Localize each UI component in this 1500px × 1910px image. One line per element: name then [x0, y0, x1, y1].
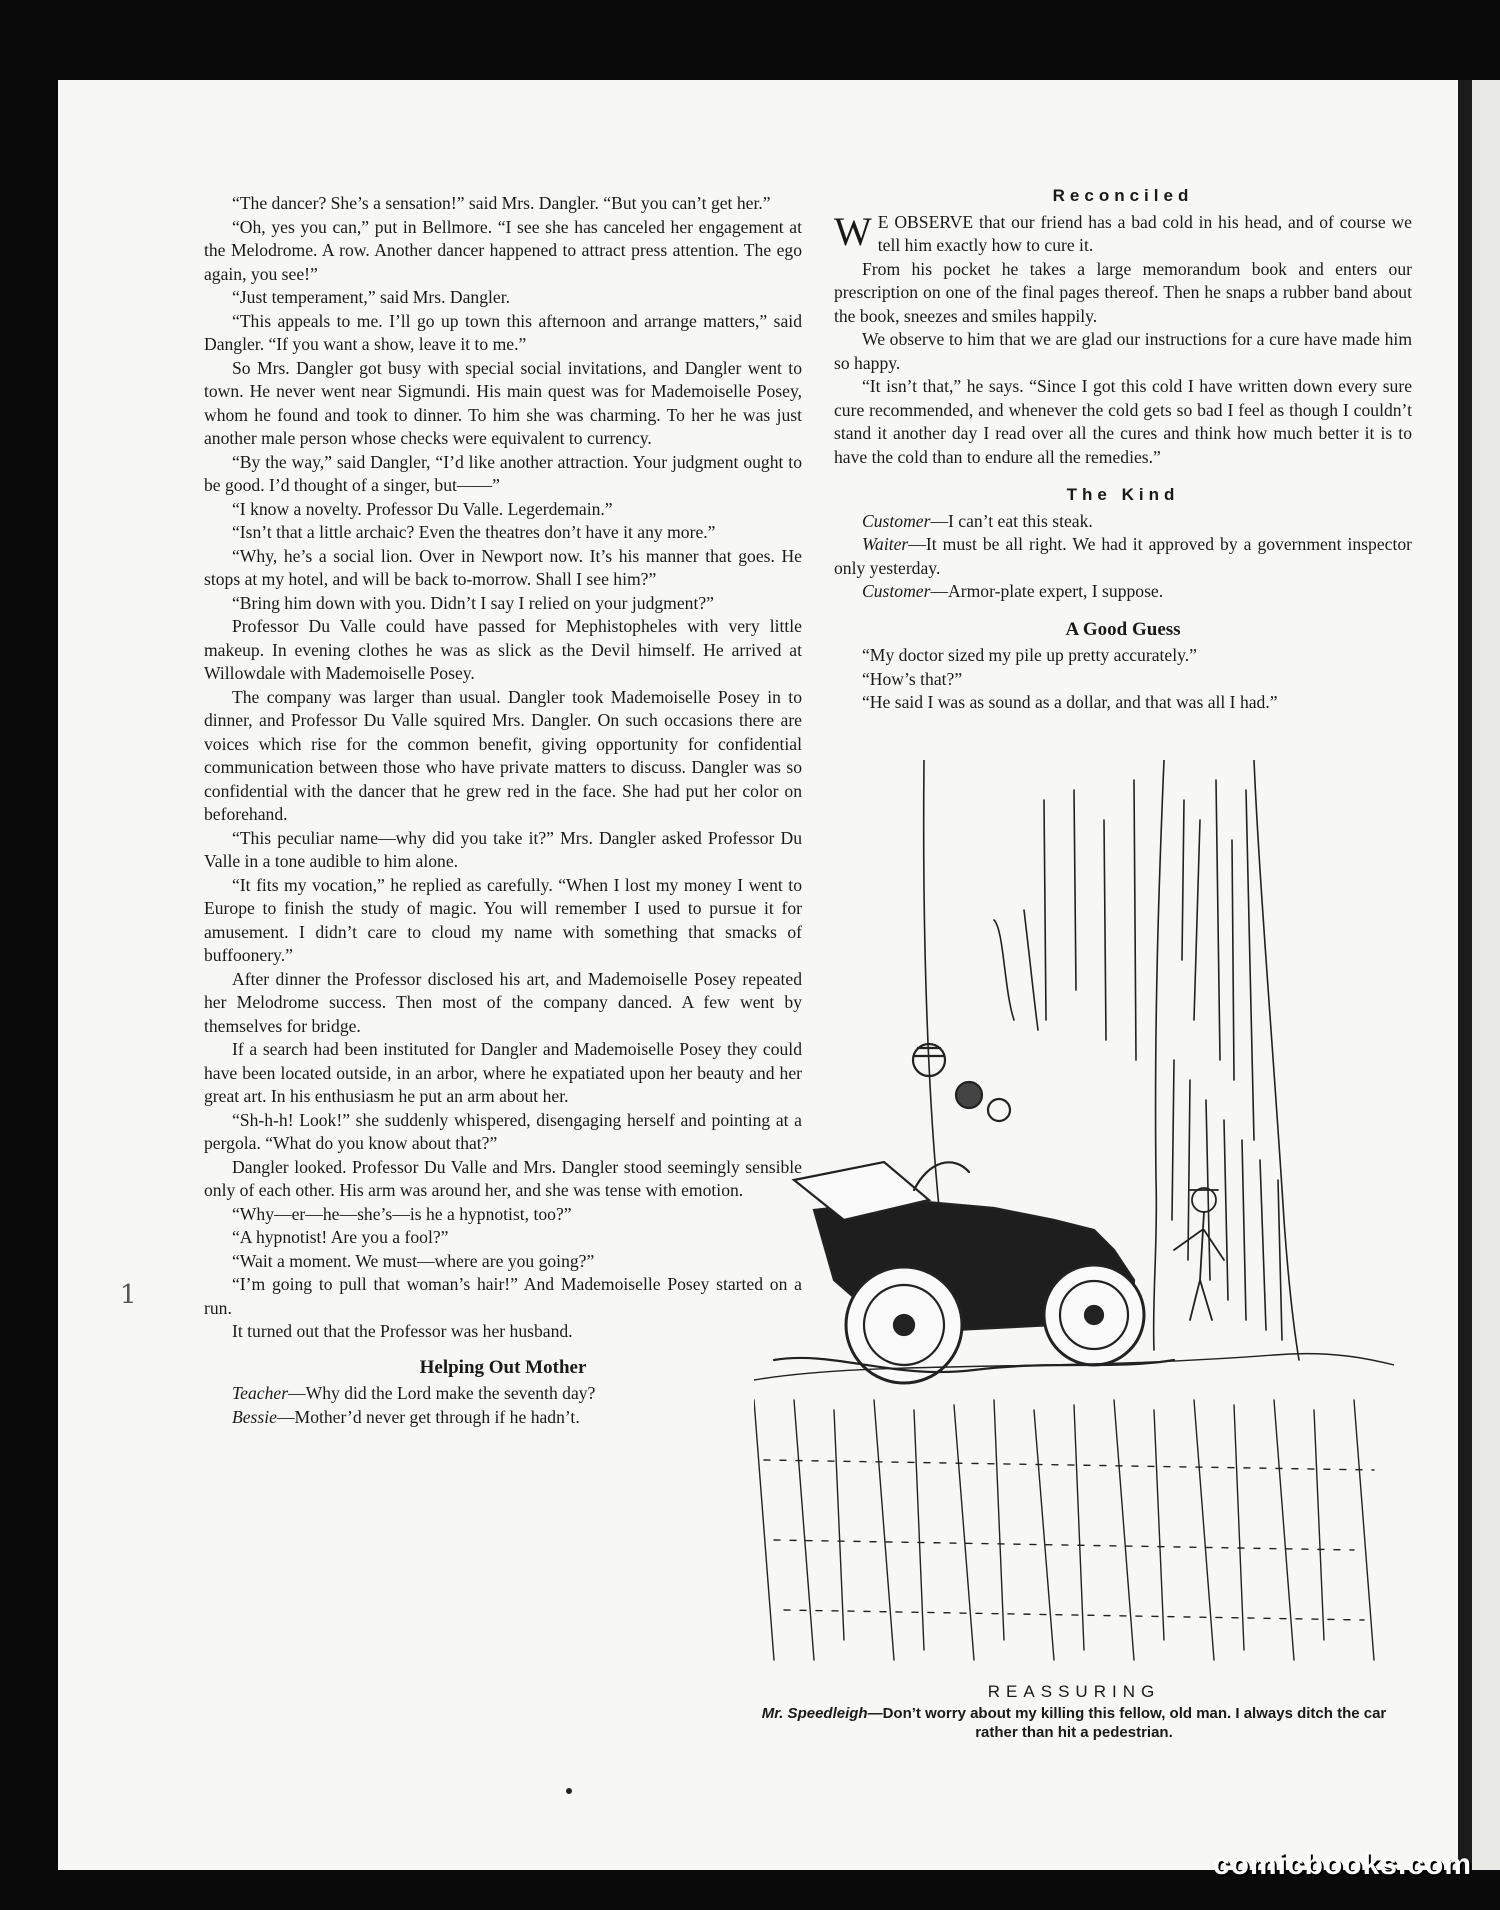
- car: [774, 1044, 1174, 1383]
- caption-title: REASSURING: [987, 1682, 1161, 1701]
- story-paragraph: “Bring him down with you. Didn’t I say I relied on your judgment?”: [232, 592, 714, 613]
- cartoon-illustration: [754, 760, 1394, 1680]
- story-column: [204, 192, 802, 1429]
- joke-line: [834, 510, 1412, 534]
- story-paragraph: “By the way,” said Dangler, “I’d like another attraction. Your judgment ought to be good. I’d thought of a singer, but——”: [204, 451, 802, 495]
- story-paragraph: “Oh, yes you can,” put in Bellmore. “I see she has canceled her engagement at the Melodrome. A row. Another dancer happened to attract press attention. The ego again, you see!”: [204, 216, 802, 284]
- story-paragraph: “Why, he’s a social lion. Over in Newport now. It’s his manner that goes. He stops at my hotel, and will be back to-morrow. Shall I see him?”: [204, 545, 802, 589]
- watermark: comicbooks.com: [1212, 1848, 1472, 1881]
- story-paragraph: “Just temperament,” said Mrs. Dangler.: [232, 287, 511, 307]
- story-paragraph: “This appeals to me. I’ll go up town this afternoon and arrange matters,” said Dangler. “If you want a show, leave it to me.”: [204, 310, 802, 354]
- joke-speaker: Teacher: [232, 1383, 289, 1403]
- pedestrian-figure: [1174, 1188, 1224, 1320]
- story-paragraph: “Sh-h-h! Look!” she suddenly whispered, disengaging herself and pointing at a pergola. “What do you know about that?”: [204, 1109, 802, 1153]
- joke-line: [204, 1382, 802, 1406]
- reconciled-paragraph: We observe to him that we are glad our instructions for a cure have made him so happy.: [834, 329, 1412, 373]
- joke-text: —I can’t eat this steak.: [930, 510, 1093, 531]
- story-paragraph: “I’m going to pull that woman’s hair!” And Mademoiselle Posey started on a run.: [204, 1274, 802, 1318]
- jokes-column: [834, 184, 1412, 715]
- reconciled-first-line: E OBSERVE that our friend has a bad cold in his head, and of course we tell him exactly how to cure it.: [877, 211, 1412, 255]
- story-paragraph: Professor Du Valle could have passed for Mephistopheles with very little makeup. In evening clothes he was as slick as the Devil himself. He arrived at Willowdale with Mademoiselle Posey.: [204, 616, 802, 683]
- story-paragraph: Dangler looked. Professor Du Valle and Mrs. Dangler stood seemingly sensible only of each other. His arm was around her, and she was tense with emotion.: [204, 1156, 802, 1200]
- story-paragraph: “It fits my vocation,” he replied as carefully. “When I lost my money I went to Europe to finish the study of magic. You will remember I used to pursue it for amusement. I didn’t care to cloud my name with something that smacks of buffoonery.”: [204, 874, 802, 965]
- joke-line: [204, 1406, 802, 1430]
- reconciled-paragraph: From his pocket he takes a large memorandum book and enters our prescription on one of the final pages thereof. Then he snaps a rubber band about the book, sneezes and smiles happily.: [834, 258, 1412, 326]
- joke-line: “How’s that?”: [862, 668, 963, 689]
- story-paragraph: “I know a novelty. Professor Du Valle. Legerdemain.”: [232, 498, 613, 519]
- story-paragraph: So Mrs. Dangler got busy with special social invitations, and Dangler went to town. He never went near Sigmundi. His main quest was for Mademoiselle Posey, whom he found and took to dinner. To him she was charming. To her he was just another male person whose checks were equivalent to currency.: [204, 357, 802, 448]
- joke-line: [834, 533, 1412, 580]
- page-footer-dot: [566, 1788, 572, 1794]
- helping-out-mother-title: Helping Out Mother: [419, 1356, 587, 1378]
- joke-line: “He said I was as sound as a dollar, and that was all I had.”: [862, 692, 1278, 712]
- story-paragraph: “Why—er—he—she’s—is he a hypnotist, too?”: [232, 1203, 572, 1224]
- joke-speaker: Customer: [862, 581, 931, 601]
- margin-pencil-mark: 1: [120, 1280, 137, 1310]
- story-paragraph: After dinner the Professor disclosed his art, and Mademoiselle Posey repeated her Melodrome success. Then most of the company danced. A few went by themselves for bridge.: [204, 968, 802, 1036]
- adjacent-page-strip: [1472, 80, 1500, 1870]
- story-paragraph: “Isn’t that a little archaic? Even the theatres don’t have it any more.”: [232, 522, 716, 542]
- joke-line: [834, 580, 1412, 604]
- reconciled-paragraph: “It isn’t that,” he says. “Since I got this cold I have written down every sure cure recommended, and whenever the cold gets so bad I feel as though I couldn’t stand it another day I read over all the cures and think how much better it is to have the cold than to endure all the remedies.”: [834, 376, 1412, 467]
- drop-cap: W: [834, 208, 872, 254]
- story-paragraph: “Wait a moment. We must—where are you going?”: [232, 1250, 595, 1271]
- story-paragraph: “The dancer? She’s a sensation!” said Mrs. Dangler. “But you can’t get her.”: [232, 193, 771, 213]
- joke-speaker: Customer: [862, 510, 931, 531]
- page-edge-shadow: [1458, 80, 1472, 1870]
- story-paragraph: “This peculiar name—why did you take it?” Mrs. Dangler asked Professor Du Valle in a tone audible to him alone.: [204, 827, 802, 871]
- story-paragraph: “A hypnotist! Are you a fool?”: [232, 1227, 449, 1247]
- joke-text: —Mother’d never get through if he hadn’t.: [276, 1406, 580, 1427]
- joke-speaker: Waiter: [862, 534, 909, 554]
- joke-text: —Armor-plate expert, I suppose.: [930, 581, 1164, 601]
- reconciled-title: Reconciled: [1052, 186, 1194, 205]
- joke-speaker: Bessie: [232, 1406, 277, 1427]
- cliff: [754, 1354, 1394, 1660]
- the-kind-title: The Kind: [1066, 485, 1180, 504]
- joke-text: —It must be all right. We had it approved by a government inspector only yesterday.: [834, 534, 1412, 578]
- reconciled-first-paragraph: [834, 208, 1412, 258]
- joke-line: “My doctor sized my pile up pretty accurately.”: [862, 645, 1197, 665]
- story-paragraph: It turned out that the Professor was her husband.: [232, 1321, 573, 1341]
- cartoon-caption: [754, 1682, 1394, 1742]
- story-paragraph: If a search had been instituted for Dangler and Mademoiselle Posey they could have been located outside, in an arbor, where he expatiated upon her beauty and her great art. In his enthusiasm he put an arm about her.: [204, 1039, 802, 1106]
- caption-quote: —Don’t worry about my killing this fellow, old man. I always ditch the car rather than hit a pedestrian.: [867, 1705, 1387, 1741]
- joke-text: —Why did the Lord make the seventh day?: [288, 1383, 596, 1403]
- caption-text: [754, 1704, 1394, 1742]
- a-good-guess-title: A Good Guess: [1065, 618, 1181, 640]
- story-paragraph: The company was larger than usual. Dangler took Mademoiselle Posey in to dinner, and Professor Du Valle squired Mrs. Dangler. On such occasions there are voices which rise for the common benefit, giving opportunity for confidential communication between those who have private matters to discuss. Dangler was so confidential with the dancer that he grew red in the face. She had put her color on beforehand.: [204, 686, 802, 824]
- caption-speaker: Mr. Speedleigh: [761, 1705, 868, 1722]
